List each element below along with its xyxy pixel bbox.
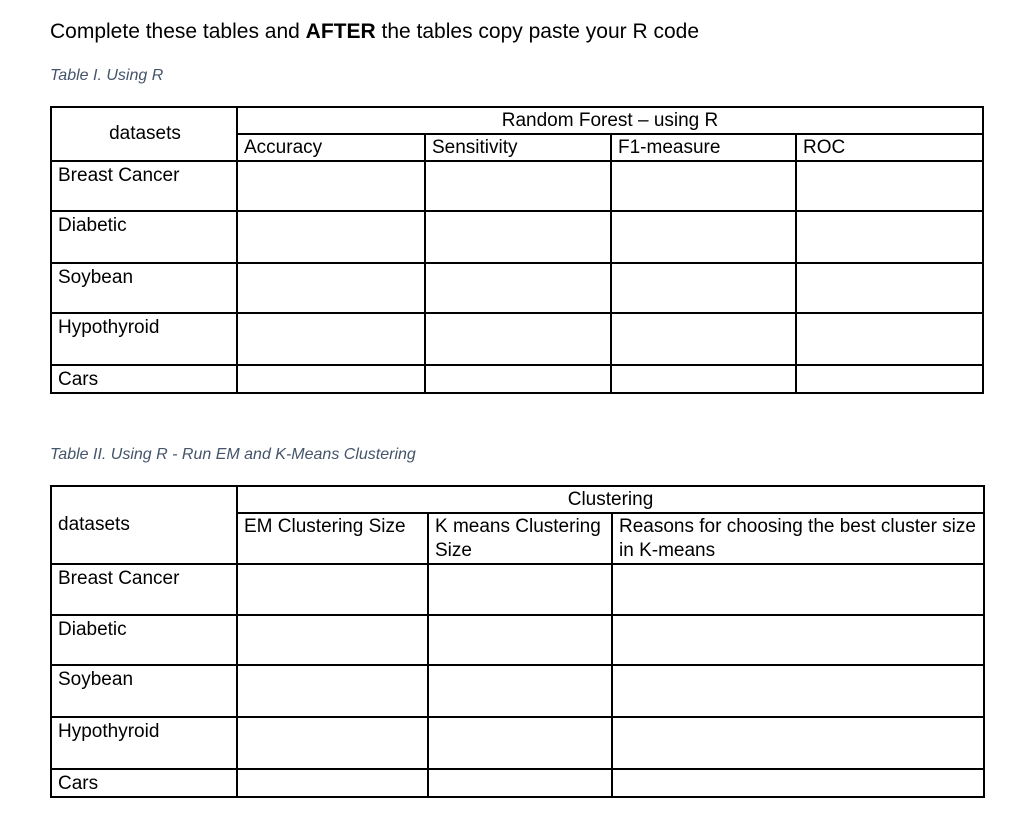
empty-cell xyxy=(237,717,428,769)
empty-cell xyxy=(796,161,983,211)
empty-cell xyxy=(796,263,983,313)
empty-cell xyxy=(425,211,611,263)
empty-cell xyxy=(237,365,425,393)
table1-group-header: Random Forest – using R xyxy=(237,107,983,134)
empty-cell xyxy=(425,161,611,211)
table2-group-header-row xyxy=(51,486,984,513)
empty-cell xyxy=(612,615,984,665)
empty-cell xyxy=(237,211,425,263)
empty-cell xyxy=(611,211,796,263)
table-row xyxy=(51,313,983,365)
table1-row-label-breast-cancer: Breast Cancer xyxy=(51,161,237,211)
table2-col-header-kmeans-clustering-size: K means Clustering Size xyxy=(428,513,612,564)
empty-cell xyxy=(237,615,428,665)
empty-cell xyxy=(611,263,796,313)
empty-cell xyxy=(237,564,428,615)
empty-cell xyxy=(237,769,428,797)
page-title-bold-word: AFTER xyxy=(305,20,376,43)
empty-cell xyxy=(611,365,796,393)
table1-group-header-row xyxy=(51,107,983,134)
table-row xyxy=(51,717,984,769)
table2-row-label-hypothyroid: Hypothyroid xyxy=(51,717,237,769)
table1-caption: Table I. Using R xyxy=(50,67,164,84)
table1-col-header-sensitivity: Sensitivity xyxy=(425,134,611,161)
table-row xyxy=(51,769,984,797)
empty-cell xyxy=(612,717,984,769)
table1-col-header-accuracy: Accuracy xyxy=(237,134,425,161)
empty-cell xyxy=(611,313,796,365)
table2-group-header: Clustering xyxy=(237,486,984,513)
empty-cell xyxy=(612,769,984,797)
table2-corner-header: datasets xyxy=(51,486,237,564)
empty-cell xyxy=(428,769,612,797)
table2-caption: Table II. Using R - Run EM and K-Means Clustering xyxy=(50,446,416,463)
empty-cell xyxy=(425,365,611,393)
empty-cell xyxy=(796,365,983,393)
table-row xyxy=(51,263,983,313)
table1-row-label-cars: Cars xyxy=(51,365,237,393)
table2-row-label-cars: Cars xyxy=(51,769,237,797)
table1-row-label-hypothyroid: Hypothyroid xyxy=(51,313,237,365)
empty-cell xyxy=(796,211,983,263)
empty-cell xyxy=(796,313,983,365)
empty-cell xyxy=(428,564,612,615)
table1-corner-header: datasets xyxy=(51,107,237,161)
empty-cell xyxy=(237,665,428,717)
table-row xyxy=(51,211,983,263)
empty-cell xyxy=(237,161,425,211)
empty-cell xyxy=(428,717,612,769)
empty-cell xyxy=(612,665,984,717)
empty-cell xyxy=(611,161,796,211)
table2-col-header-reasons: Reasons for choosing the best cluster size in K-means xyxy=(612,513,984,564)
table2-row-label-breast-cancer: Breast Cancer xyxy=(51,564,237,615)
empty-cell xyxy=(237,263,425,313)
table2-col-header-em-clustering-size: EM Clustering Size xyxy=(237,513,428,564)
table1-row-label-soybean: Soybean xyxy=(51,263,237,313)
empty-cell xyxy=(428,615,612,665)
table1-col-header-roc: ROC xyxy=(796,134,983,161)
table1-row-label-diabetic: Diabetic xyxy=(51,211,237,263)
empty-cell xyxy=(612,564,984,615)
table-row xyxy=(51,665,984,717)
empty-cell xyxy=(425,313,611,365)
table-row xyxy=(51,564,984,615)
table-random-forest xyxy=(50,106,984,394)
table2-row-label-soybean: Soybean xyxy=(51,665,237,717)
empty-cell xyxy=(425,263,611,313)
empty-cell xyxy=(428,665,612,717)
table-clustering xyxy=(50,485,985,798)
page-title-part1: Complete these tables and xyxy=(50,20,306,43)
table1-col-header-f1-measure: F1-measure xyxy=(611,134,796,161)
page-title-part2: the tables copy paste your R code xyxy=(375,20,700,43)
page-title xyxy=(50,18,1024,45)
table2-row-label-diabetic: Diabetic xyxy=(51,615,237,665)
table-row xyxy=(51,615,984,665)
table-row xyxy=(51,161,983,211)
table-row xyxy=(51,365,983,393)
empty-cell xyxy=(237,313,425,365)
